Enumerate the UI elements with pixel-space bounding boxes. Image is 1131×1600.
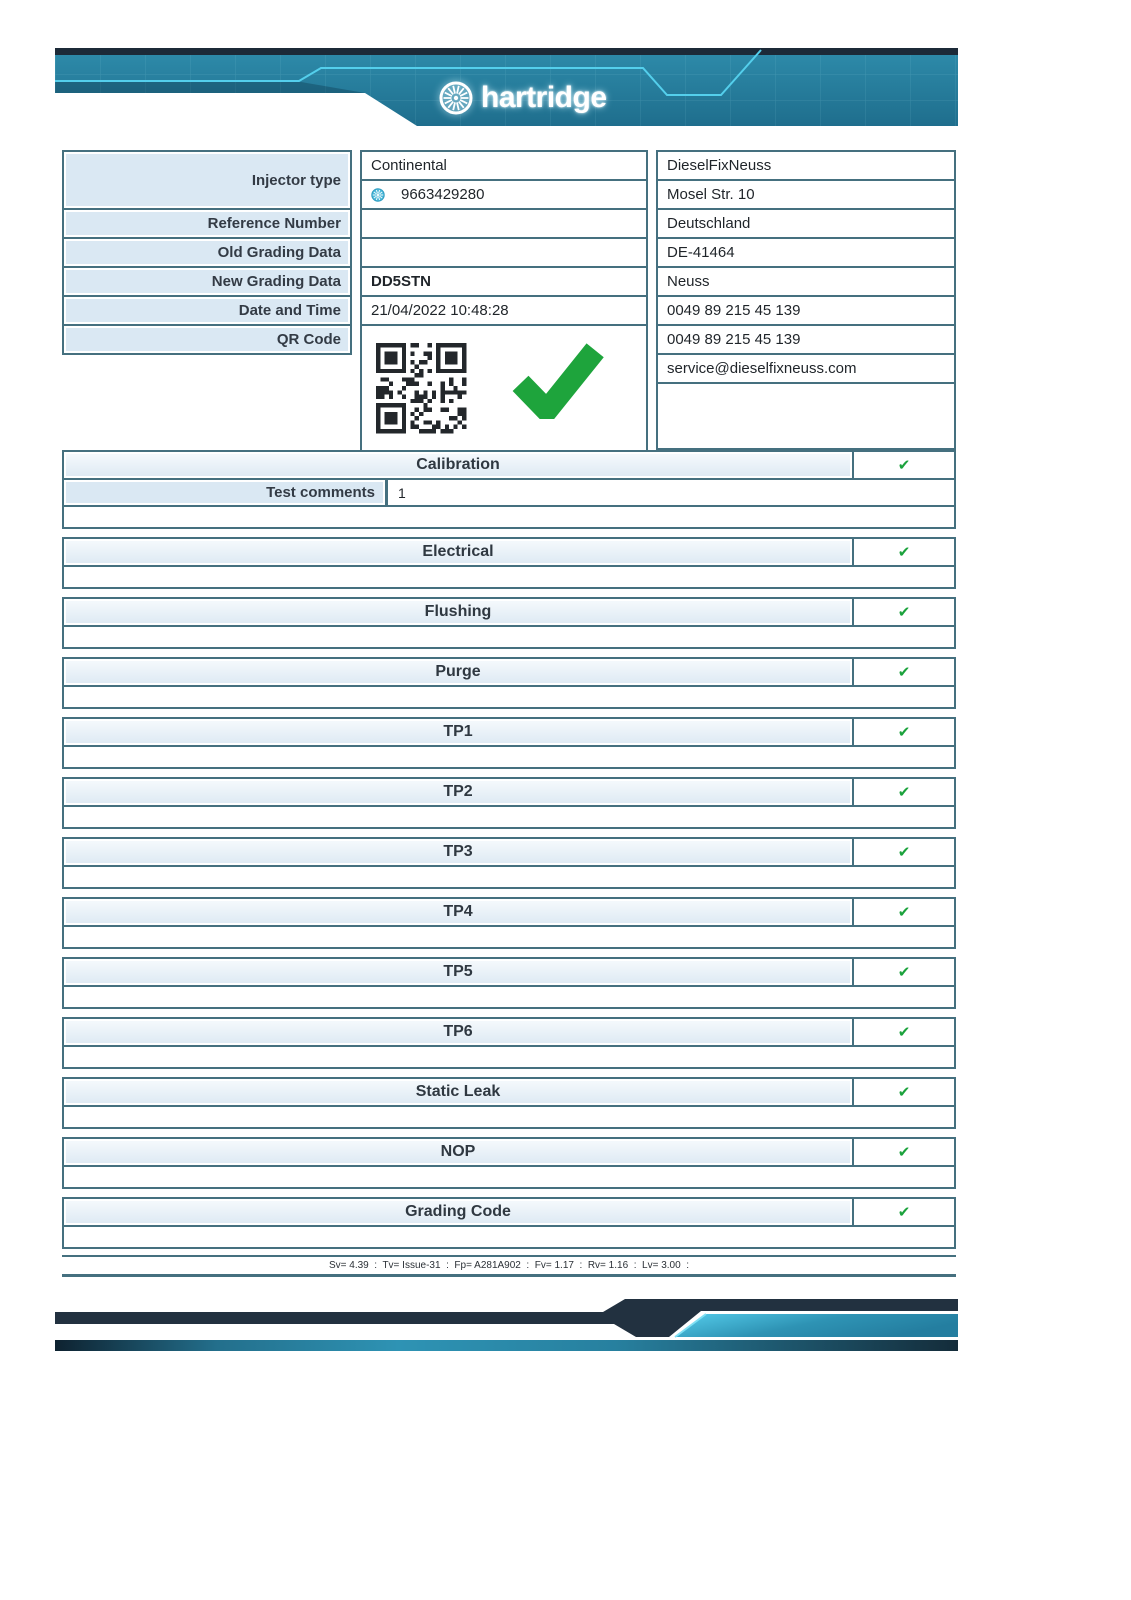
section-header-row — [62, 897, 956, 927]
section-status-cell — [854, 1019, 954, 1045]
section-empty-row — [62, 685, 956, 709]
green-check-icon: ✔ — [897, 1204, 911, 1221]
new-grading-label: New Grading Data — [62, 266, 352, 297]
wheel-dot-icon — [371, 188, 385, 202]
old-grading-label: Old Grading Data — [62, 237, 352, 268]
section-empty-row — [62, 1105, 956, 1129]
section-title: TP2 — [443, 783, 473, 800]
new-grading-value: DD5STN — [360, 266, 648, 297]
qr-code-label: QR Code — [62, 324, 352, 355]
section-title: Static Leak — [415, 1083, 501, 1100]
section-header-row — [62, 1137, 956, 1167]
test-comments-row — [62, 478, 956, 507]
old-grading-value — [360, 237, 648, 268]
injector-serial-value: 9663429280 — [401, 186, 485, 203]
section-header-row — [62, 1017, 956, 1047]
test-section — [62, 657, 956, 709]
section-empty-row — [62, 985, 956, 1009]
injector-values-column — [360, 150, 648, 452]
section-title-cell — [64, 599, 854, 625]
section-empty-row — [62, 625, 956, 649]
test-section — [62, 1197, 956, 1249]
section-title: Grading Code — [405, 1203, 511, 1220]
section-status-cell — [854, 659, 954, 685]
banner-navy-strip — [55, 48, 958, 55]
test-section — [62, 1137, 956, 1189]
workshop-column — [656, 150, 956, 450]
section-status-cell — [854, 1199, 954, 1225]
green-check-icon: ✔ — [897, 1144, 911, 1161]
section-header-row — [62, 837, 956, 867]
workshop-city: Neuss — [656, 266, 956, 297]
green-check-icon: ✔ — [897, 1024, 911, 1041]
test-section — [62, 597, 956, 649]
section-title: TP4 — [443, 903, 473, 920]
section-header-row — [62, 1197, 956, 1227]
section-status-cell — [854, 959, 954, 985]
section-status-cell — [854, 1079, 954, 1105]
qr-code-image — [371, 333, 471, 445]
section-title-cell — [64, 899, 854, 925]
section-status-cell — [854, 719, 954, 745]
test-section — [62, 777, 956, 829]
section-title-cell — [64, 1019, 854, 1045]
test-section — [62, 957, 956, 1009]
section-empty-row — [62, 745, 956, 769]
section-status-cell — [854, 539, 954, 565]
date-time-label: Date and Time — [62, 295, 352, 326]
workshop-phone-1: 0049 89 215 45 139 — [656, 295, 956, 326]
section-header-row — [62, 597, 956, 627]
green-check-icon: ✔ — [897, 664, 911, 681]
section-empty-row — [62, 1225, 956, 1249]
test-comments-value: 1 — [388, 480, 954, 505]
green-check-icon: ✔ — [897, 904, 911, 921]
section-header-row — [62, 777, 956, 807]
workshop-email: service@dieselfixneuss.com — [656, 353, 956, 384]
section-status-cell — [854, 899, 954, 925]
workshop-phone-2: 0049 89 215 45 139 — [656, 324, 956, 355]
green-check-icon: ✔ — [897, 457, 911, 474]
section-empty-row — [62, 1165, 956, 1189]
section-title-cell — [64, 1079, 854, 1105]
section-title-cell — [64, 779, 854, 805]
green-check-icon: ✔ — [897, 964, 911, 981]
section-status-cell — [854, 1139, 954, 1165]
section-empty-row — [62, 925, 956, 949]
section-title-cell — [64, 452, 854, 478]
section-empty-row — [62, 1045, 956, 1069]
section-header-row — [62, 1077, 956, 1107]
qr-valid-check-icon — [509, 341, 605, 419]
section-title: TP6 — [443, 1023, 473, 1040]
footer-banner — [55, 1290, 958, 1352]
footer-teal-block — [675, 1314, 958, 1337]
test-section — [62, 1017, 956, 1069]
info-labels-column — [62, 150, 352, 355]
hartridge-logo — [438, 80, 607, 116]
results-list — [62, 450, 956, 1257]
section-empty-row — [62, 805, 956, 829]
section-title: TP5 — [443, 963, 473, 980]
test-comments-label: Test comments — [64, 480, 388, 505]
green-check-icon: ✔ — [897, 544, 911, 561]
workshop-country: Deutschland — [656, 208, 956, 239]
section-title-cell — [64, 959, 854, 985]
section-empty-row — [62, 505, 956, 529]
workshop-street: Mosel Str. 10 — [656, 179, 956, 210]
section-status-cell — [854, 839, 954, 865]
section-empty-row — [62, 565, 956, 589]
green-check-icon: ✔ — [897, 1084, 911, 1101]
section-empty-row — [62, 865, 956, 889]
section-status-cell — [854, 779, 954, 805]
test-section — [62, 450, 956, 529]
section-title-cell — [64, 839, 854, 865]
section-title-cell — [64, 539, 854, 565]
qr-cell — [360, 324, 648, 452]
reference-number-label: Reference Number — [62, 208, 352, 239]
green-check-icon: ✔ — [897, 784, 911, 801]
version-bar — [62, 1255, 956, 1277]
wheel-icon — [438, 80, 474, 116]
section-title-cell — [64, 1139, 854, 1165]
workshop-empty-cell — [656, 382, 956, 450]
injector-serial-cell — [360, 179, 648, 210]
workshop-postcode: DE-41464 — [656, 237, 956, 268]
reference-number-value — [360, 208, 648, 239]
section-header-row — [62, 957, 956, 987]
test-section — [62, 837, 956, 889]
section-title-cell — [64, 1199, 854, 1225]
green-check-icon: ✔ — [897, 724, 911, 741]
footer-teal-bar — [55, 1340, 958, 1351]
injector-make-value: Continental — [360, 150, 648, 181]
workshop-name: DieselFixNeuss — [656, 150, 956, 181]
green-check-icon: ✔ — [897, 604, 911, 621]
section-status-cell — [854, 452, 954, 478]
test-section — [62, 537, 956, 589]
green-check-icon: ✔ — [897, 844, 911, 861]
injector-type-label: Injector type — [62, 150, 352, 210]
test-section — [62, 1077, 956, 1129]
version-line: Sv= 4.39 : Tv= Issue-31 : Fp= A281A902 : Fv= 1.17 : Rv= 1.16 : Lv= 3.00 : — [328, 1260, 690, 1271]
logo-text: hartridge — [481, 81, 607, 114]
test-section — [62, 897, 956, 949]
section-title: Flushing — [424, 603, 492, 620]
section-title: Purge — [435, 663, 481, 680]
section-title: NOP — [440, 1143, 476, 1160]
section-header-row — [62, 657, 956, 687]
section-title: TP1 — [443, 723, 473, 740]
date-time-value: 21/04/2022 10:48:28 — [360, 295, 648, 326]
section-header-row — [62, 537, 956, 567]
section-title: Calibration — [416, 456, 500, 473]
test-section — [62, 717, 956, 769]
section-title: Electrical — [422, 543, 494, 560]
section-status-cell — [854, 599, 954, 625]
section-header-row — [62, 450, 956, 480]
section-title-cell — [64, 659, 854, 685]
section-header-row — [62, 717, 956, 747]
section-title-cell — [64, 719, 854, 745]
section-title: TP3 — [443, 843, 473, 860]
